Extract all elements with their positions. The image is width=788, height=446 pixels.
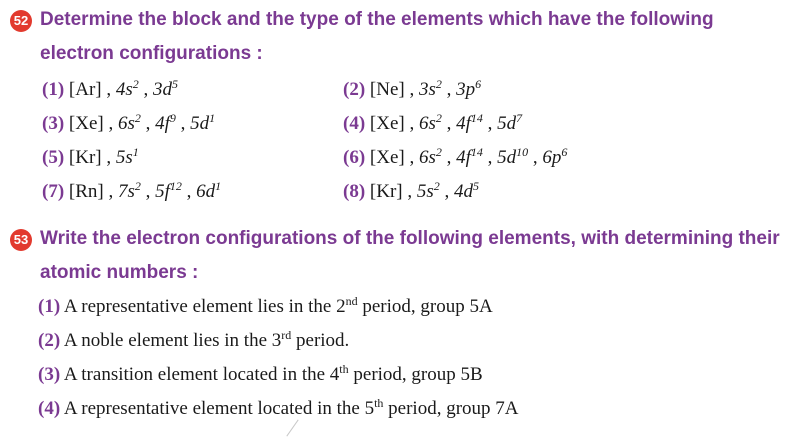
item-number: (4) <box>343 113 366 134</box>
orbital-label: 6s <box>418 113 436 134</box>
orbital-label: 4f <box>456 113 471 134</box>
orbital-label: 5d <box>497 113 517 134</box>
ordinal-suffix: rd <box>281 328 292 342</box>
item-text-end: period, group 5B <box>348 364 483 385</box>
orbital-exponent: 6 <box>561 145 568 159</box>
question-number-badge: 53 <box>10 229 32 251</box>
orbital-label: 7s <box>117 181 135 202</box>
orbital-label: 6d <box>196 181 216 202</box>
noble-gas-core: [Xe] <box>369 147 405 168</box>
orbital-label: 4f <box>155 113 170 134</box>
item-number: (6) <box>343 147 366 168</box>
item-number: (2) <box>343 79 366 100</box>
noble-gas-core: [Ar] <box>68 79 102 100</box>
config-item: (1) [Ar] , $4s^2$ , $3d^5$ <box>42 77 179 100</box>
orbital-label: 6p <box>542 147 562 168</box>
config-item: (3) [Xe] , $6s^2$ , $4f^9$ , $5d^1$ <box>42 111 216 134</box>
orbital-exponent: 5 <box>172 77 179 91</box>
question-title-continued: atomic numbers : <box>40 262 199 283</box>
orbital-label: 4d <box>454 181 474 202</box>
orbital-exponent: 2 <box>435 145 442 159</box>
item-number: (4) <box>38 398 61 419</box>
orbital-exponent: 7 <box>516 111 523 125</box>
orbital-exponent: 2 <box>134 111 141 125</box>
item-text-end: period, group 7A <box>383 398 519 419</box>
element-item <box>38 296 493 318</box>
orbital-label: 6s <box>117 113 135 134</box>
orbital-label: 3p <box>456 79 476 100</box>
pen-mark <box>286 420 298 437</box>
question-title: Write the electron configurations of the following elements, with determining their <box>40 228 780 249</box>
element-item <box>38 330 349 352</box>
orbital-label: 3s <box>418 79 436 100</box>
question-title: Determine the block and the type of the elements which have the following <box>40 9 714 30</box>
item-number: (5) <box>42 147 65 168</box>
orbital-exponent: 6 <box>475 77 482 91</box>
orbital-exponent: 1 <box>132 145 139 159</box>
orbital-exponent: 2 <box>435 77 442 91</box>
orbital-label: 5s <box>416 181 434 202</box>
item-number: (3) <box>42 113 65 134</box>
noble-gas-core: [Rn] <box>68 181 104 202</box>
item-text-end: period. <box>291 330 350 351</box>
item-number: (3) <box>38 364 61 385</box>
ordinal-suffix: th <box>374 396 384 410</box>
noble-gas-core: [Ne] <box>369 79 405 100</box>
question-title-continued: electron configurations : <box>40 43 263 64</box>
ordinal-suffix: nd <box>345 294 358 308</box>
orbital-label: 4f <box>456 147 471 168</box>
config-item: (7) [Rn] , $7s^2$ , $5f^{12}$ , $6d^1$ <box>42 179 222 202</box>
orbital-exponent: 2 <box>433 179 440 193</box>
noble-gas-core: [Kr] <box>68 147 102 168</box>
item-number: (7) <box>42 181 65 202</box>
item-number: (2) <box>38 330 61 351</box>
orbital-label: 4s <box>115 79 133 100</box>
orbital-label: 3d <box>153 79 173 100</box>
config-item: (5) [Kr] , $5s^1$ <box>42 145 139 168</box>
orbital-label: 5s <box>115 147 133 168</box>
orbital-exponent: 12 <box>169 179 182 193</box>
item-number: (1) <box>42 79 65 100</box>
item-text: A transition element located in the 4 <box>63 364 340 385</box>
config-item: (2) [Ne] , $3s^2$ , $3p^6$ <box>343 77 482 100</box>
orbital-exponent: 1 <box>209 111 216 125</box>
orbital-exponent: 2 <box>132 77 139 91</box>
ordinal-suffix: th <box>339 362 349 376</box>
noble-gas-core: [Kr] <box>369 181 403 202</box>
item-text-end: period, group 5A <box>357 296 493 317</box>
element-item <box>38 364 483 386</box>
item-number: (1) <box>38 296 61 317</box>
orbital-label: 5d <box>190 113 210 134</box>
config-item: (4) [Xe] , $6s^2$ , $4f^{14}$ , $5d^7$ <box>343 111 523 134</box>
noble-gas-core: [Xe] <box>68 113 104 134</box>
orbital-label: 6s <box>418 147 436 168</box>
config-item: (6) [Xe] , $6s^2$ , $4f^{14}$ , $5d^{10}$ , $6p^6$ <box>343 145 568 168</box>
orbital-exponent: 9 <box>169 111 176 125</box>
orbital-exponent: 1 <box>215 179 222 193</box>
orbital-exponent: 10 <box>516 145 529 159</box>
orbital-label: 5d <box>497 147 517 168</box>
item-text: A noble element lies in the 3 <box>63 330 282 351</box>
noble-gas-core: [Xe] <box>369 113 405 134</box>
orbital-exponent: 2 <box>435 111 442 125</box>
item-text: A representative element located in the 5 <box>63 398 375 419</box>
orbital-exponent: 14 <box>470 111 483 125</box>
orbital-label: 5f <box>155 181 170 202</box>
config-item: (8) [Kr] , $5s^2$ , $4d^5$ <box>343 179 480 202</box>
element-item <box>38 398 519 420</box>
orbital-exponent: 14 <box>470 145 483 159</box>
question-number-badge: 52 <box>10 10 32 32</box>
orbital-exponent: 2 <box>134 179 141 193</box>
item-number: (8) <box>343 181 366 202</box>
orbital-exponent: 5 <box>473 179 480 193</box>
item-text: A representative element lies in the 2 <box>63 296 346 317</box>
